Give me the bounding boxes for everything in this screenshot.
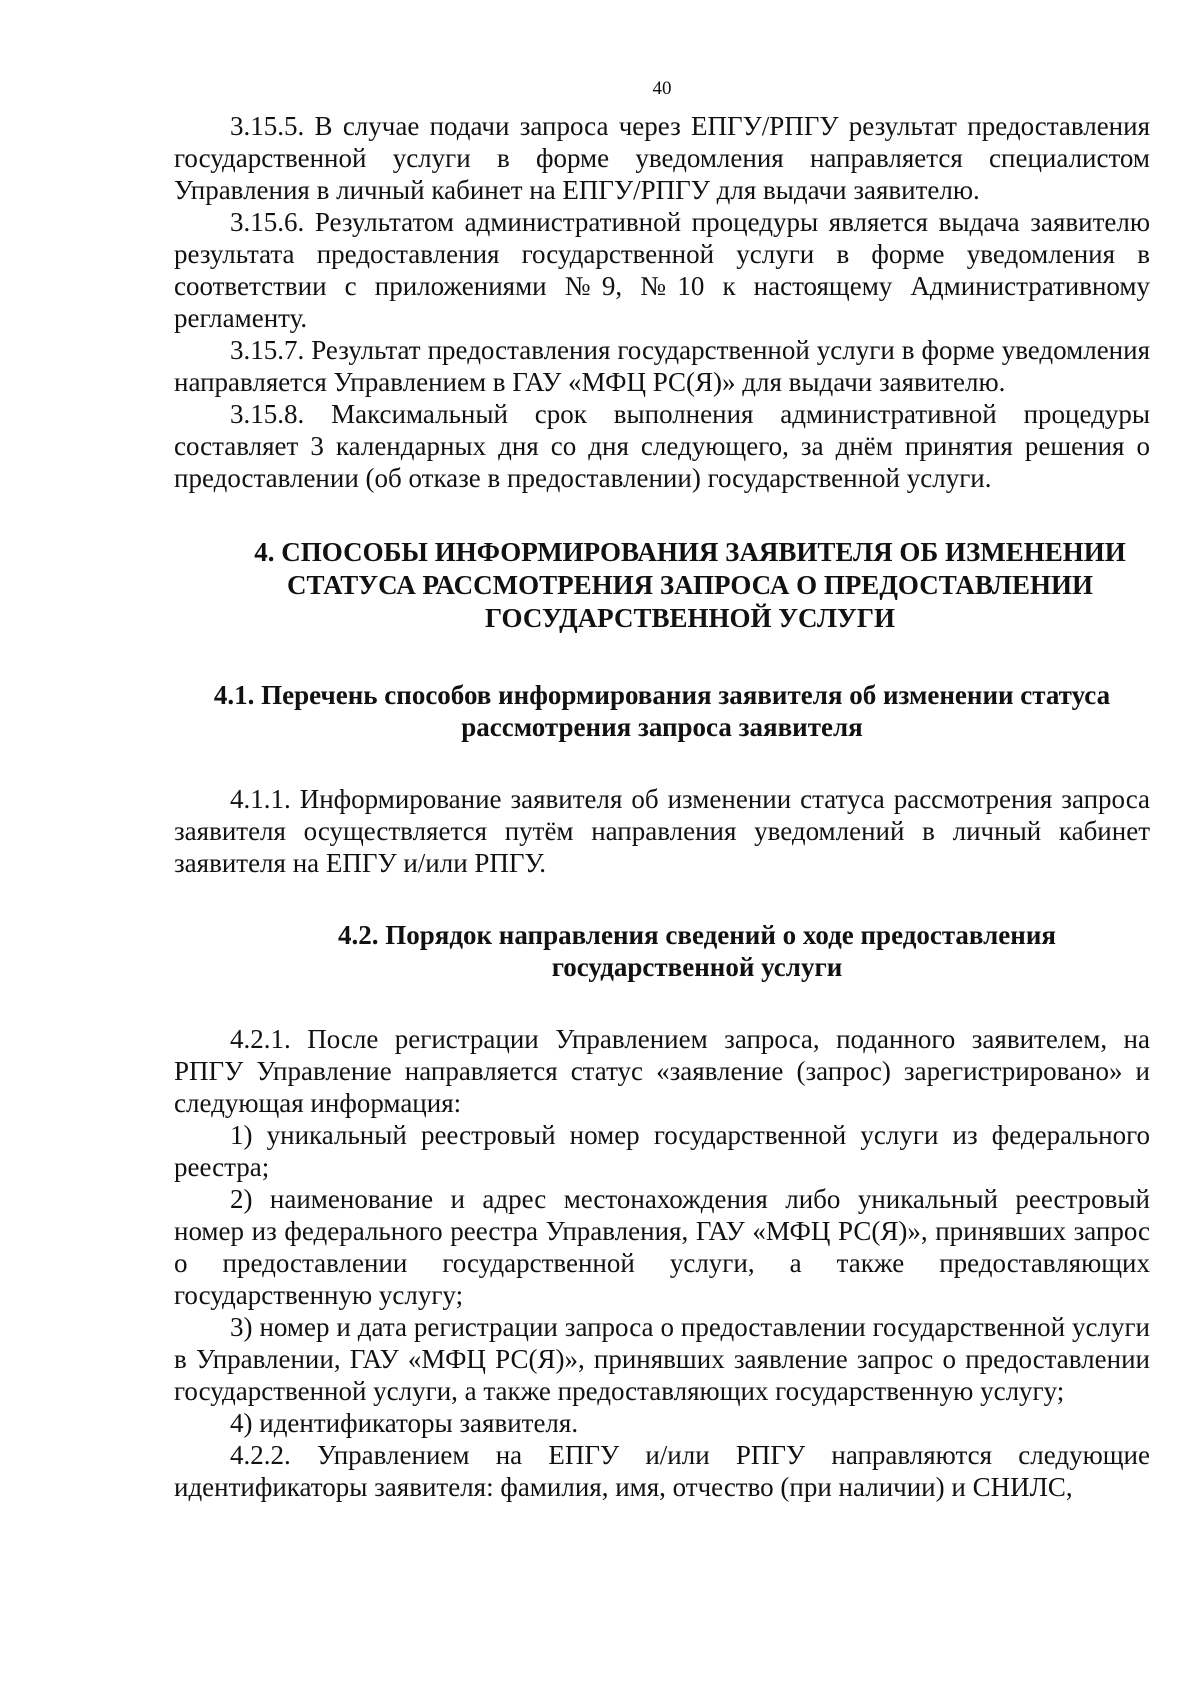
list-item: 1) уникальный реестровый номер государственной услуги из федерального реестра;: [174, 1120, 1150, 1182]
paragraph-3-15-5: 3.15.5. В случае подачи запроса через ЕПГУ/РПГУ результат предоставления государственной услуги в форме уведомления направляется специалистом Управления в личный кабинет на ЕПГУ/РПГУ для выдачи заявителю.: [174, 111, 1150, 205]
subsection-4-1-heading: 4.1. Перечень способов информирования заявителя об изменении статуса рассмотрения запроса заявителя: [213, 680, 1111, 742]
paragraph-4-2-2: 4.2.2. Управлением на ЕПГУ и/или РПГУ направляются следующие идентификаторы заявителя: фамилия, имя, отчество (при наличии) и СНИЛС,: [174, 1440, 1150, 1502]
section-4-heading: 4. СПОСОБЫ ИНФОРМИРОВАНИЯ ЗАЯВИТЕЛЯ ОБ ИЗМЕНЕНИИ СТАТУСА РАССМОТРЕНИЯ ЗАПРОСА О ПРЕДОСТАВЛЕНИИ ГОСУДАРСТВЕННОЙ УСЛУГИ: [254, 537, 1126, 633]
paragraph-3-15-8: 3.15.8. Максимальный срок выполнения административной процедуры составляет 3 календарных дня со дня следующего, за днём принятия решения о предоставлении (об отказе в предоставлении) государственной услуги.: [174, 399, 1150, 493]
paragraph-4-2-1: 4.2.1. После регистрации Управлением запроса, поданного заявителем, на РПГУ Управление направляется статус «заявление (запрос) зарегистрировано» и следующая информация:: [174, 1024, 1150, 1118]
paragraph-3-15-7: 3.15.7. Результат предоставления государственной услуги в форме уведомления направляется Управлением в ГАУ «МФЦ РС(Я)» для выдачи заявителю.: [174, 335, 1150, 397]
list-item: 4) идентификаторы заявителя.: [230, 1408, 579, 1438]
paragraph-4-1-1: 4.1.1. Информирование заявителя об изменении статуса рассмотрения запроса заявителя осуществляется путём направления уведомлений в личный кабинет заявителя на ЕПГУ и/или РПГУ.: [174, 784, 1150, 878]
list-item: 3) номер и дата регистрации запроса о предоставлении государственной услуги в Управлении, ГАУ «МФЦ РС(Я)», принявших заявление запрос о предоставлении государственной услуги, а также предоставляющих государственную услугу;: [174, 1312, 1150, 1406]
subsection-4-2-heading: 4.2. Порядок направления сведений о ходе предоставления государственной услуги: [337, 920, 1057, 982]
paragraph-3-15-6: 3.15.6. Результатом административной процедуры является выдача заявителю результата предоставления государственной услуги в форме уведомления в соответствии с приложениями №9, №10 к настоящему Административному регламенту.: [174, 207, 1150, 333]
page-number: 40: [652, 78, 672, 99]
document-page: [174, 78, 1150, 1503]
list-item: 2) наименование и адрес местонахождения либо уникальный реестровый номер из федерального реестра Управления, ГАУ «МФЦ РС(Я)», принявших запрос о предоставлении государственной услуги, а также предоставляющих государственную услугу;: [174, 1184, 1150, 1310]
